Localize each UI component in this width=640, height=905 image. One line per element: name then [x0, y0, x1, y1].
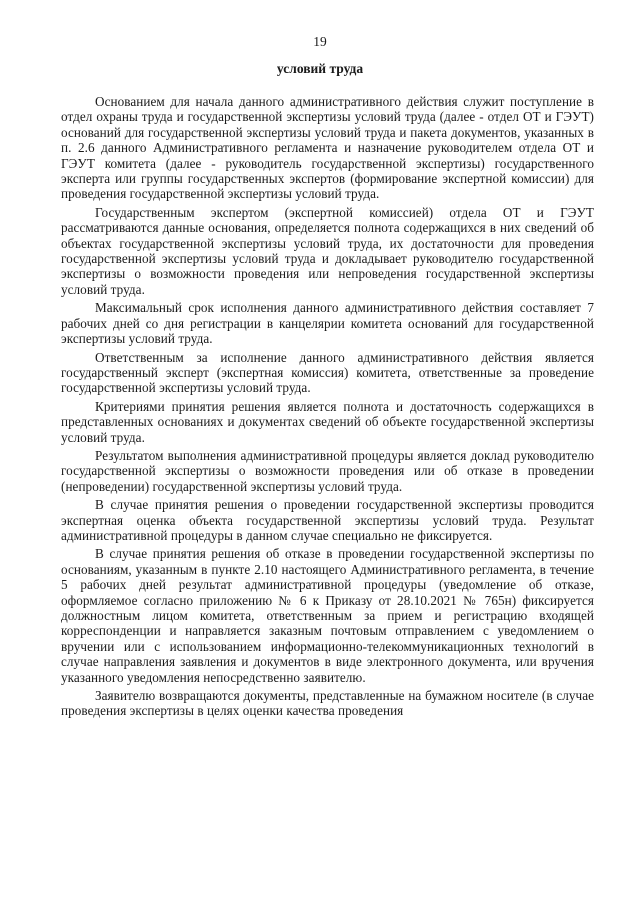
paragraph-criteria: Критериями принятия решения является полнота и достаточность содержащихся в представленных основаниях и документах сведений об объекте государственной экспертизы условий труда. [61, 398, 594, 445]
paragraph-result: Результатом выполнения административной процедуры является доклад руководителю государственной экспертизы о возможности проведения или об отказе в проведении (непроведении) государственной экспертизы условий труда. [61, 447, 594, 494]
paragraph-responsible: Ответственным за исполнение данного административного действия является государственный эксперт (экспертная комиссия) комитета, ответственные за проведение государственной экспертизы условий труда. [61, 349, 594, 396]
paragraph-basis: Основанием для начала данного административного действия служит поступление в отдел охраны труда и государственной экспертизы условий труда (далее - отдел ОТ и ГЭУТ) оснований для государственной экспертизы условий труда и пакета документов, указанных в п. 2.6 данного Административного регламента и назначение руководителем отдела ОТ и ГЭУТ комитета (далее - руководитель государственной экспертизы) государственного эксперта или группы государственных экспертов (формирование экспертной комиссии) для проведения государственной экспертизы условий труда. [61, 94, 594, 202]
section-heading: условий труда [276, 61, 364, 76]
paragraph-decision-refusal: В случае принятия решения об отказе в проведении государственной экспертизы по основаниям, указанным в пункте 2.10 настоящего Административного регламента, в течение 5 рабочих дней результат административной процедуры (уведомление об отказе, оформляемое согласно приложению № 6 к Приказу от 28.10.2021 № 765н) фиксируется должностным лицом комитета, ответственным за прием и регистрацию входящей корреспонденции и направляется заказным почтовым отправлением с уведомлением о вручении или с использованием информационно-телекоммуникационных технологий в случае направления заявления и документов в виде электронного документа, или вручения указанного уведомления непосредственно заявителю. [61, 546, 594, 685]
paragraph-decision-conduct: В случае принятия решения о проведении государственной экспертизы проводится экспертная оценка объекта государственной экспертизы условий труда. Результат административной процедуры в данном случае специально не фиксируется. [61, 497, 594, 543]
paragraph-max-term: Максимальный срок исполнения данного административного действия составляет 7 рабочих дней со дня регистрации в канцелярии комитета оснований для государственной экспертизы условий труда. [61, 300, 594, 347]
body-text [61, 94, 594, 722]
paragraph-documents-returned: Заявителю возвращаются документы, представленные на бумажном носителе (в случае проведения экспертизы в целях оценки качества проведения [61, 688, 594, 719]
page-number: 19 [313, 34, 327, 49]
paragraph-expert-review: Государственным экспертом (экспертной комиссией) отдела ОТ и ГЭУТ рассматриваются данные основания, определяется полнота содержащихся в них сведений об объектах государственной экспертизы условий труда, их достаточности для проведения государственной экспертизы условий труда и докладывает руководителю государственной экспертизы о возможности проведения или непроведения государственной экспертизы условий труда. [61, 204, 594, 297]
